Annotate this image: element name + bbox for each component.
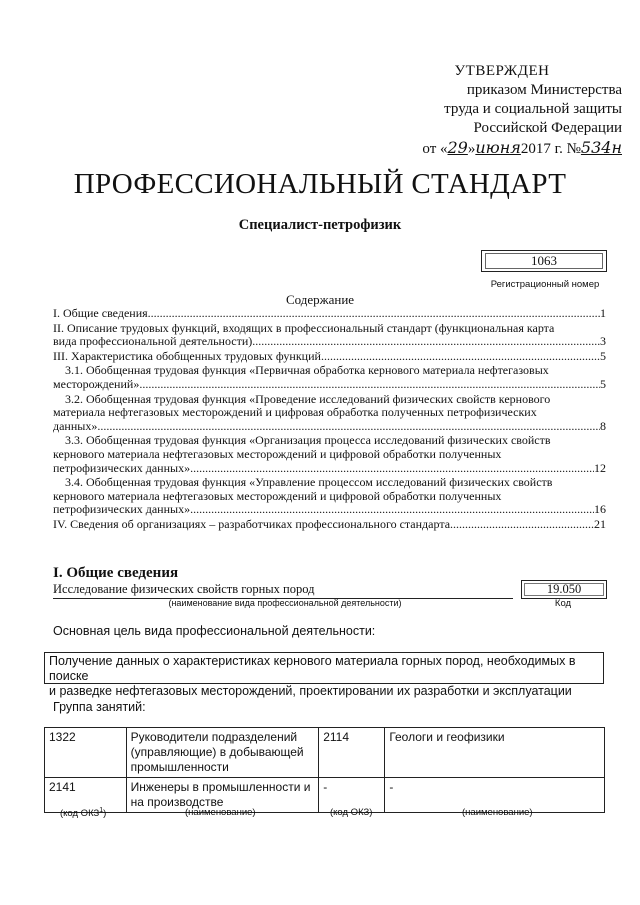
footer-text: (код ОКЗ — [60, 808, 100, 820]
toc-item-page: 3 — [600, 334, 606, 349]
group-label: Группа занятий: — [53, 700, 146, 714]
registration-label: Регистрационный номер — [490, 279, 600, 290]
activity-code: 19.050 — [546, 582, 582, 596]
toc-item-text: кернового материала нефтегазовых месторождений и цифровой обработки полученных — [53, 488, 502, 503]
contents-heading: Содержание — [285, 292, 355, 307]
footer-okz-code — [60, 807, 106, 819]
table-row — [45, 728, 605, 778]
footer-okz-code: (код ОКЗ) — [330, 807, 373, 818]
toc-item-text: 3.4. Обобщенная трудовая функция «Управление процессом исследований физических свойств — [65, 475, 553, 490]
approval-title: УТВЕРЖДЕН — [454, 63, 550, 79]
toc-item-text: 3.1. Обобщенная трудовая функция «Первичная обработка кернового материала нефтегазовых — [65, 363, 549, 378]
toc-item-text: данных» — [53, 418, 98, 433]
toc-item-text: 3.2. Обобщенная трудовая функция «Проведение исследований физических свойств кернового — [65, 391, 551, 406]
toc-item-page: 1 — [600, 306, 606, 320]
activity-code-box — [521, 580, 607, 599]
toc-item-text: вида профессиональной деятельности) — [53, 334, 253, 349]
okz-code: 1322 — [45, 728, 127, 778]
toc-item[interactable] — [53, 434, 606, 475]
toc-item-text: материала нефтегазовых месторождений и цифровая обработка полученных петрофизических — [53, 405, 537, 420]
occupation-name: Геологи и геофизики — [385, 728, 605, 778]
toc-item-text: месторождений» — [53, 376, 140, 391]
code-label: Код — [554, 598, 572, 609]
registration-number: 1063 — [531, 253, 557, 268]
okz-code: 2141 — [45, 778, 127, 813]
toc-item-page: 5 — [600, 376, 606, 391]
document-subtitle: Специалист-петрофизик — [238, 217, 402, 233]
footnote-mark: 1 — [99, 807, 104, 814]
toc-item-text: III. Характеристика обобщенных трудовых функций — [53, 348, 321, 363]
table-of-contents — [53, 307, 606, 533]
approval-line: приказом Министерства — [466, 82, 622, 98]
section-heading: I. Общие сведения — [53, 565, 179, 581]
toc-item-page: 16 — [594, 502, 606, 517]
toc-item-text: петрофизических данных» — [53, 460, 191, 475]
toc-item[interactable] — [53, 322, 606, 349]
approval-date — [382, 138, 622, 159]
handwritten-number: 534н — [580, 138, 622, 157]
okz-code: 2114 — [319, 728, 385, 778]
toc-item-text: I. Общие сведения — [53, 306, 148, 320]
occupation-table — [44, 727, 605, 813]
handwritten-day: 29 — [447, 138, 468, 157]
goal-label: Основная цель вида профессиональной деятельности: — [53, 624, 376, 638]
footer-name: (наименование) — [462, 807, 533, 818]
toc-item[interactable] — [53, 393, 606, 434]
okz-code: - — [319, 778, 385, 813]
toc-item-page: 5 — [600, 348, 606, 363]
date-mid: » — [467, 141, 476, 157]
activity-label: (наименование вида профессиональной деятельности) — [168, 598, 402, 608]
date-year: 2017 г. № — [520, 141, 581, 157]
approval-block — [382, 62, 622, 159]
toc-item[interactable] — [53, 518, 606, 532]
toc-item-page: 12 — [594, 460, 606, 475]
toc-item-text: 3.3. Обобщенная трудовая функция «Организация процесса исследований физических свойств — [65, 433, 551, 448]
toc-item-text: II. Описание трудовых функций, входящих в профессиональный стандарт (функциональная карта — [53, 320, 555, 335]
document-title: ПРОФЕССИОНАЛЬНЫЙ СТАНДАРТ — [73, 168, 567, 200]
toc-item[interactable] — [53, 476, 606, 517]
footer-name: (наименование) — [185, 807, 256, 818]
goal-text: Получение данных о характеристиках кернового материала горных пород, необходимых в поиске — [49, 654, 576, 683]
approval-line: Российской Федерации — [473, 120, 622, 136]
toc-item[interactable] — [53, 307, 606, 321]
occupation-name: Руководители подразделений (управляющие) в добывающей промышленности — [126, 728, 319, 778]
goal-box — [44, 652, 604, 698]
toc-item-page: 21 — [594, 516, 606, 531]
toc-item[interactable] — [53, 364, 606, 391]
toc-item-text: петрофизических данных» — [53, 502, 191, 517]
goal-text: и разведке нефтегазовых месторождений, проектировании их разработки и эксплуатации — [49, 684, 572, 698]
footer-text: ) — [103, 808, 107, 820]
registration-number-box — [481, 250, 607, 272]
toc-item-text: IV. Сведения об организациях – разработчиках профессионального стандарта — [53, 516, 451, 531]
approval-line: труда и социальной защиты — [444, 101, 622, 117]
handwritten-month: июня — [475, 138, 521, 157]
date-prefix: от « — [422, 141, 448, 157]
occupation-name: - — [385, 778, 605, 813]
toc-item[interactable] — [53, 350, 606, 364]
toc-item-page: 8 — [600, 418, 606, 433]
toc-item-text: кернового материала нефтегазовых месторождений и цифровой обработки полученных — [53, 446, 502, 461]
occupation-name: Инженеры в промышленности и на производстве — [126, 778, 319, 813]
activity-name: Исследование физических свойств горных пород — [53, 582, 513, 599]
